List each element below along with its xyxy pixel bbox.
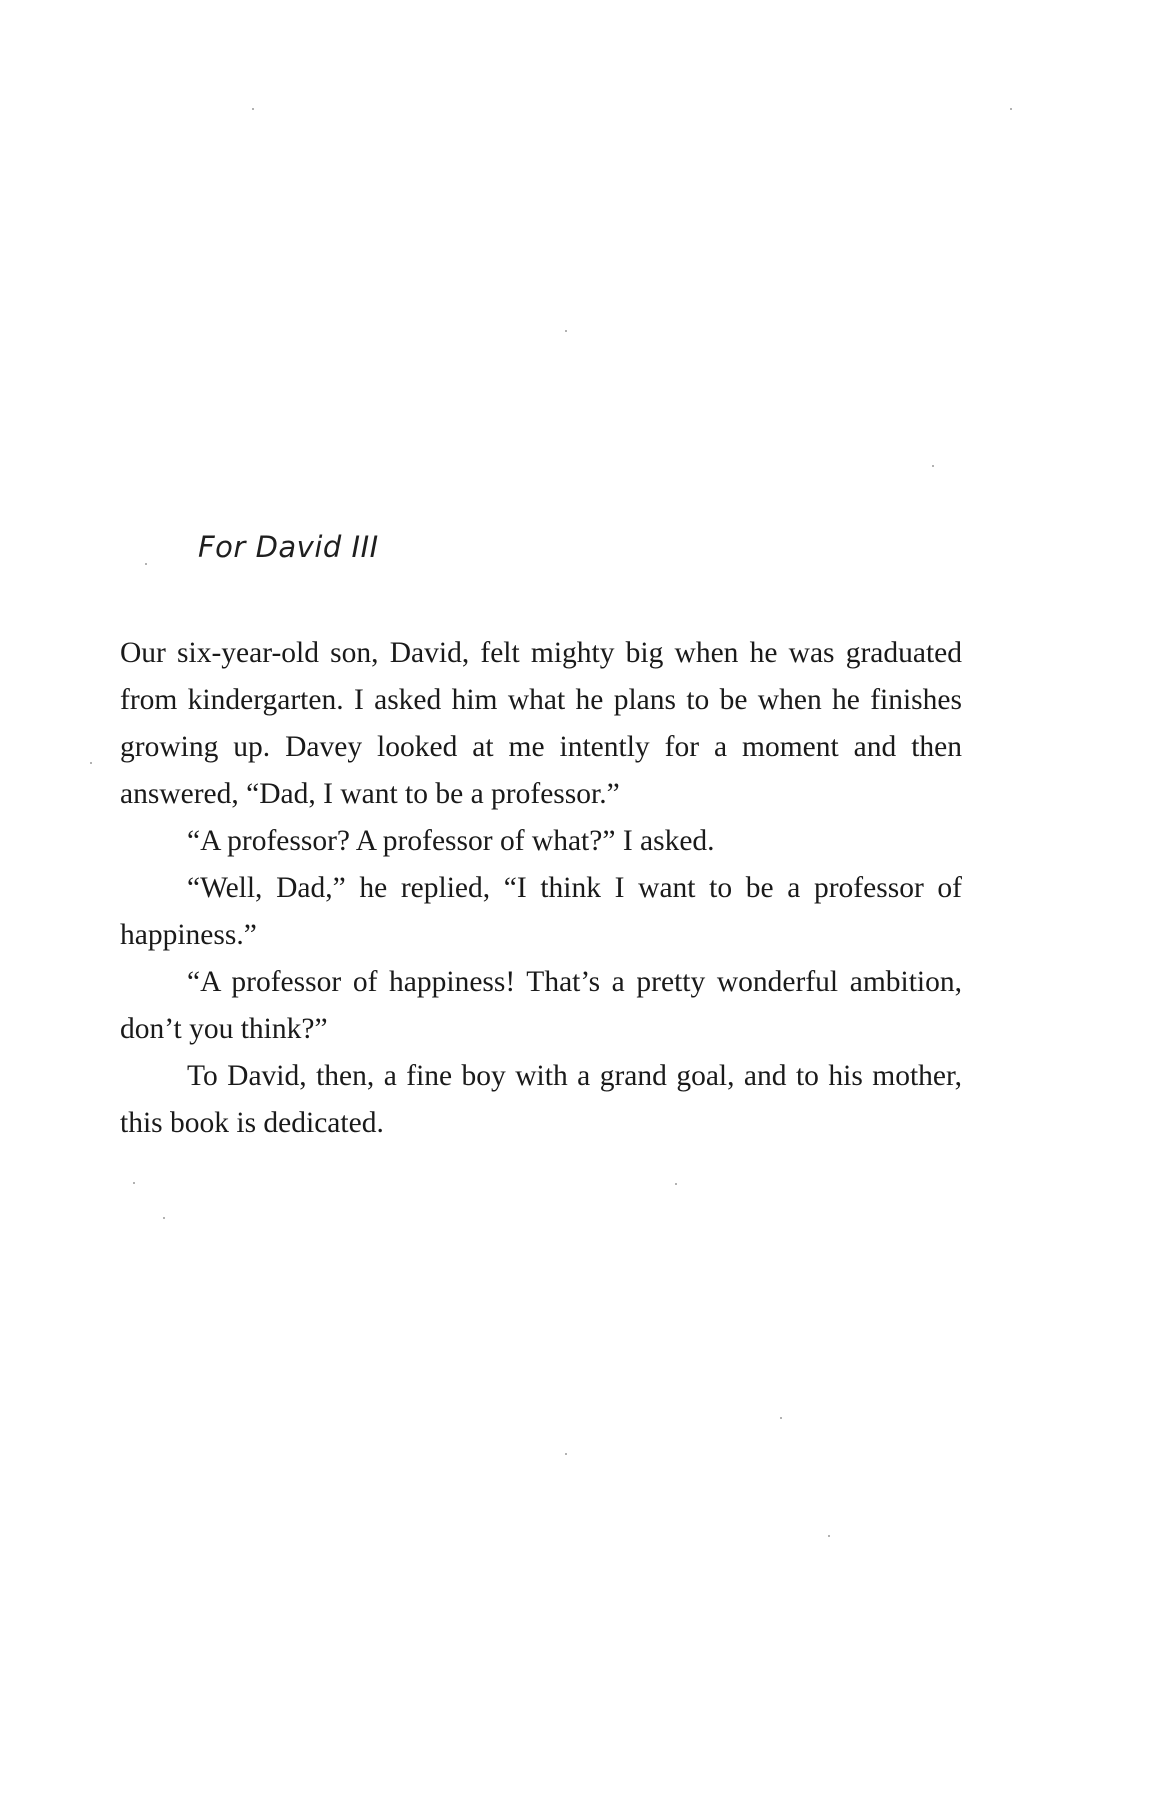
dedication-paragraph: “A professor of happiness! That’s a pretty wonderful ambition, don’t you think?” bbox=[120, 966, 962, 1045]
dedication-heading: For David III bbox=[198, 530, 379, 564]
dedication-paragraph: To David, then, a fine boy with a grand goal, and to his mother, this book is dedicated. bbox=[120, 1060, 962, 1139]
scan-speck bbox=[145, 563, 147, 565]
dedication-body bbox=[120, 630, 962, 1147]
scan-speck bbox=[780, 1417, 782, 1419]
scan-speck bbox=[133, 1182, 135, 1184]
scan-speck bbox=[565, 1453, 567, 1455]
scan-speck bbox=[90, 762, 92, 764]
scan-speck bbox=[932, 465, 934, 467]
scan-speck bbox=[828, 1535, 830, 1537]
scan-speck bbox=[675, 1183, 677, 1185]
scan-speck bbox=[163, 1217, 165, 1219]
dedication-paragraph: “Well, Dad,” he replied, “I think I want to be a professor of happiness.” bbox=[120, 872, 962, 951]
dedication-paragraph: “A professor? A professor of what?” I asked. bbox=[187, 825, 715, 857]
dedication-paragraph: Our six-year-old son, David, felt mighty big when he was graduated from kindergarten. I asked him what he plans to be when he finishes growing up. Davey looked at me intently for a moment and then answered, “Dad, I want to be a professor.” bbox=[120, 637, 962, 810]
scan-speck bbox=[565, 330, 567, 332]
scan-speck bbox=[1010, 108, 1012, 110]
scan-speck bbox=[252, 108, 254, 110]
